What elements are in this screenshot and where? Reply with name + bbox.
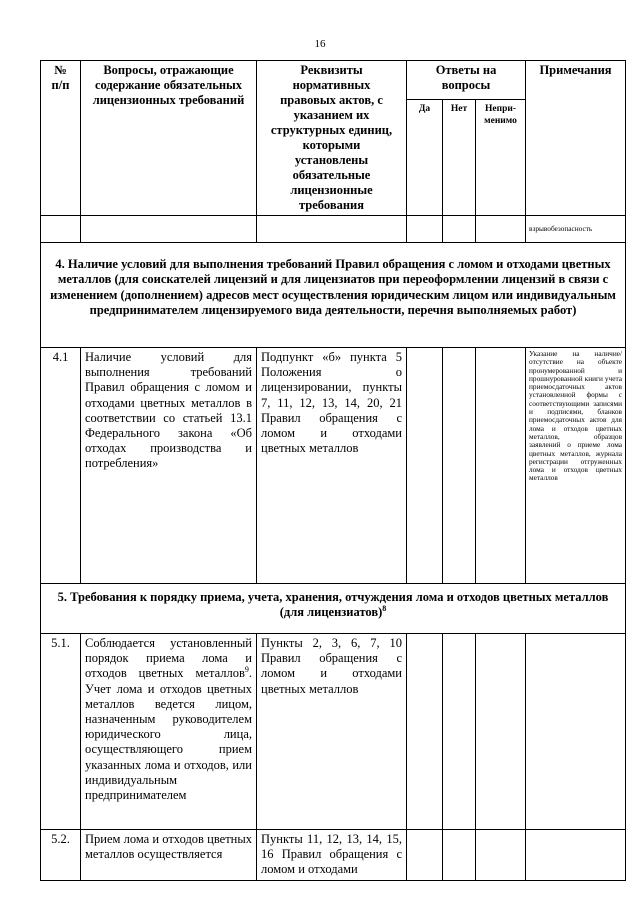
section-5-row — [41, 584, 626, 634]
row-5-1-not-applicable[interactable] — [476, 634, 526, 830]
header-no: Нет — [443, 100, 476, 216]
header-questions: Вопросы, отражающие содержание обязательных лицензионных требований — [81, 61, 257, 216]
section-4-row — [41, 243, 626, 348]
row-4-1-no[interactable] — [443, 348, 476, 584]
row-5-2-not-applicable[interactable] — [476, 830, 526, 881]
row-5-1-number: 5.1. — [41, 634, 81, 830]
row-4-1-question: Наличие условий для выполнения требований Правил обращения с ломом и отходами цветных металлов в соответствии со статьей 13.1 Федерального закона «Об отходах производства и потребления» — [81, 348, 257, 584]
license-requirements-table — [40, 60, 626, 881]
header-yes: Да — [407, 100, 443, 216]
row-5-1-question-part-a: Соблюдается установленный порядок приема лома и отходов цветных металлов — [85, 636, 252, 681]
section-4-title: 4. Наличие условий для выполнения требований Правил обращения с ломом и отходами цветных металлов (для соискателей лицензий и для лицензиатов при переоформлении лицензий в связи с изменением (дополнением) адресов мест осуществления юридическим лицом или индивидуальным предпринимателем лицензируемого вида деятельности, перечня выполняемых работ) — [41, 243, 626, 348]
page-number: 16 — [314, 38, 326, 50]
table-row-4-1 — [41, 348, 626, 584]
section-5-title — [41, 584, 626, 634]
row-5-2-question: Прием лома и отходов цветных металлов осуществляется — [81, 830, 257, 881]
row-5-2-no[interactable] — [443, 830, 476, 881]
header-notes: Примечания — [526, 61, 626, 216]
row-5-1-requisites: Пункты 2, 3, 6, 7, 10 Правил обращения с ломом и отходами цветных металлов — [257, 634, 407, 830]
section-5-title-text: 5. Требования к порядку приема, учета, хранения, отчуждения лома и отходов цветных металлов (для лицензиатов) — [57, 590, 609, 620]
header-number: № п/п — [41, 61, 81, 216]
header-requisites: Реквизиты нормативных правовых актов, с указанием их структурных единиц, которыми установлены обязательные лицензионные требования — [257, 61, 407, 216]
footnote-mark-9: 9 — [244, 665, 249, 675]
row-4-1-note: Указание на наличие/отсутствие на объекте пронумерованной и прошнурованной книги учета приемосдаточных актов установленной формы с соответствующими записями и подписями, бланков приемосдаточных актов для лома и отходов цветных металлов, образцов заявлений о приеме лома цветных металлов, журнала регистрации отгруженных лома и отходов цветных металлов — [526, 348, 626, 584]
row-5-2-requisites: Пункты 11, 12, 13, 14, 15, 16 Правил обращения с ломом и отходами — [257, 830, 407, 881]
row-5-1-question-part-b: . Учет лома и отходов цветных металлов ведется лицом, назначенным руководителем юридического лица, осуществляющего прием указанных лома и отходов, или индивидуальным предпринимателем — [85, 666, 252, 803]
header-answers: Ответы на вопросы — [407, 61, 526, 100]
row-5-1-note[interactable] — [526, 634, 626, 830]
header-not-applicable: Непри- менимо — [476, 100, 526, 216]
row-4-1-yes[interactable] — [407, 348, 443, 584]
row-5-1-yes[interactable] — [407, 634, 443, 830]
row-5-2-note[interactable] — [526, 830, 626, 881]
table-row-5-1 — [41, 634, 626, 830]
table-row-5-2 — [41, 830, 626, 881]
footnote-mark-8: 8 — [382, 604, 387, 614]
row-5-1-no[interactable] — [443, 634, 476, 830]
row-5-2-yes[interactable] — [407, 830, 443, 881]
row-4-1-not-applicable[interactable] — [476, 348, 526, 584]
row-4-1-requisites: Подпункт «б» пункта 5 Положения о лицензировании, пункты 7, 11, 12, 13, 14, 20, 21 Правил обращения с ломом и отходами цветных металлов — [257, 348, 407, 584]
row-4-1-number: 4.1 — [41, 348, 81, 584]
carry-over-row — [41, 216, 626, 243]
carry-over-note: взрывобезопасность — [526, 216, 626, 243]
row-5-2-number: 5.2. — [41, 830, 81, 881]
row-5-1-question — [81, 634, 257, 830]
